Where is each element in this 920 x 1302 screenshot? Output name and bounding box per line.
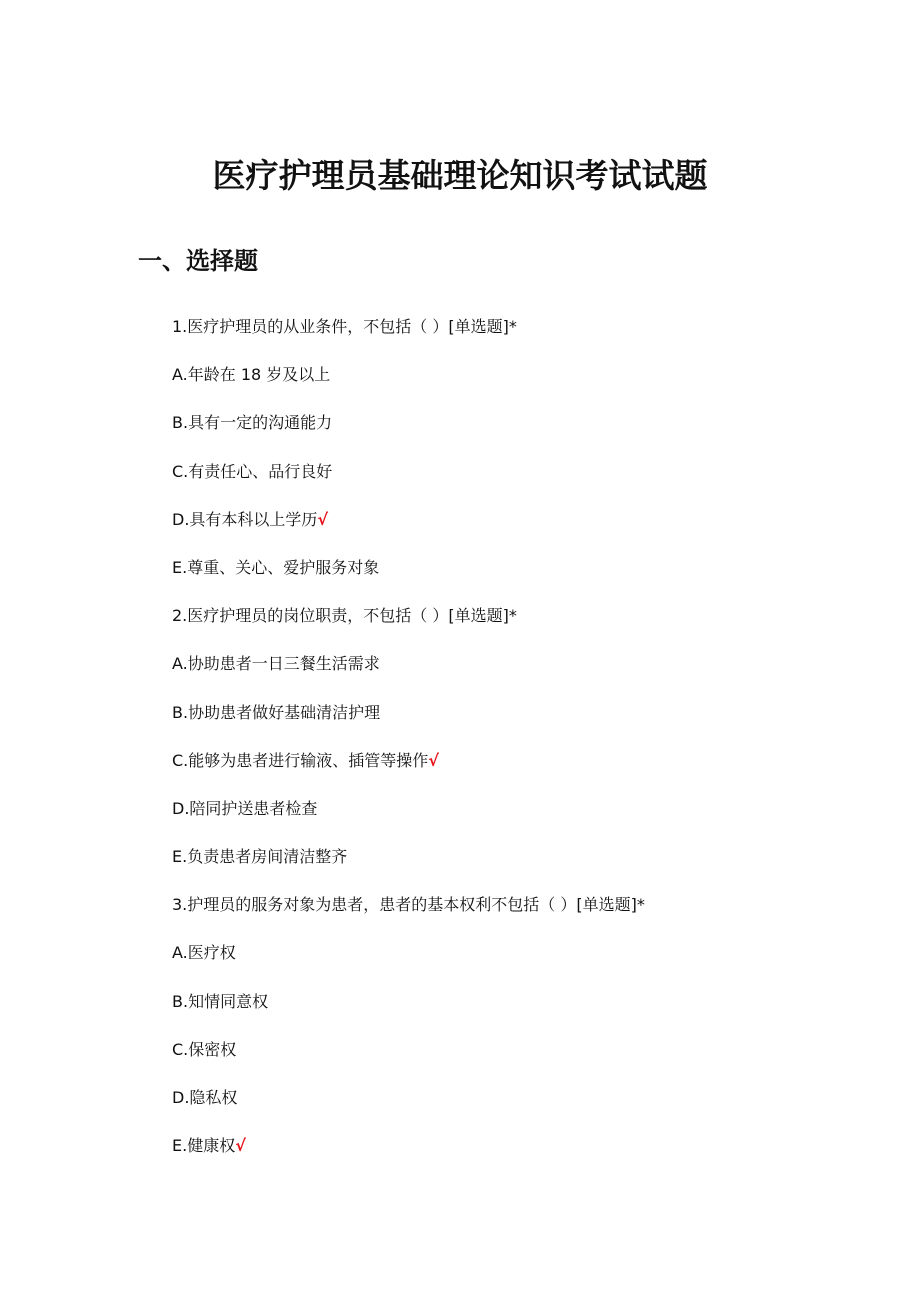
option-text: B.知情同意权 — [172, 991, 269, 1011]
question-stem: 1.医疗护理员的从业条件，不包括（ ）[单选题]* — [172, 317, 517, 336]
answer-option — [172, 408, 872, 456]
answer-option — [172, 794, 872, 842]
answer-option — [172, 938, 872, 986]
section-heading: 一、选择题 — [138, 247, 258, 275]
answer-option — [172, 1083, 872, 1131]
option-text: B.协助患者做好基础清洁护理 — [172, 702, 381, 722]
option-text: D.隐私权 — [172, 1088, 238, 1107]
correct-answer-check-icon: √ — [317, 509, 329, 529]
question-stem: 2.医疗护理员的岗位职责，不包括（ ）[单选题]* — [172, 606, 517, 626]
document-title: 医疗护理员基础理论知识考试试题 — [212, 156, 708, 195]
question-stem: 3.护理员的服务对象为患者，患者的基本权利不包括（ ）[单选题]* — [172, 895, 645, 915]
option-text: D.陪同护送患者检查 — [172, 798, 318, 818]
answer-option — [172, 987, 872, 1035]
answer-option — [172, 360, 872, 408]
answer-option — [172, 457, 872, 505]
answer-option — [172, 698, 872, 746]
option-text: E.健康权 — [172, 1136, 236, 1156]
answer-option — [172, 842, 872, 890]
option-text: B.具有一定的沟通能力 — [172, 413, 333, 433]
answer-option — [172, 553, 872, 601]
option-text: C.有责任心、品行良好 — [172, 461, 333, 481]
option-text: E.尊重、关心、爱护服务对象 — [172, 557, 380, 577]
answer-option — [172, 746, 872, 794]
option-text: A.医疗权 — [172, 943, 236, 963]
answer-option — [172, 1035, 872, 1083]
option-text: A.协助患者一日三餐生活需求 — [172, 654, 380, 674]
answer-option — [172, 649, 872, 697]
correct-answer-check-icon: √ — [428, 750, 439, 770]
option-text: C.能够为患者进行输液、插管等操作 — [172, 750, 429, 770]
question-list — [172, 312, 872, 1179]
option-text: D.具有本科以上学历 — [172, 509, 318, 529]
answer-option — [172, 505, 872, 553]
option-text: C.保密权 — [172, 1039, 237, 1059]
answer-option — [172, 1131, 872, 1179]
correct-answer-check-icon: √ — [235, 1136, 246, 1156]
option-text: A.年龄在 18 岁及以上 — [172, 365, 331, 385]
option-text: E.负责患者房间清洁整齐 — [172, 847, 348, 867]
